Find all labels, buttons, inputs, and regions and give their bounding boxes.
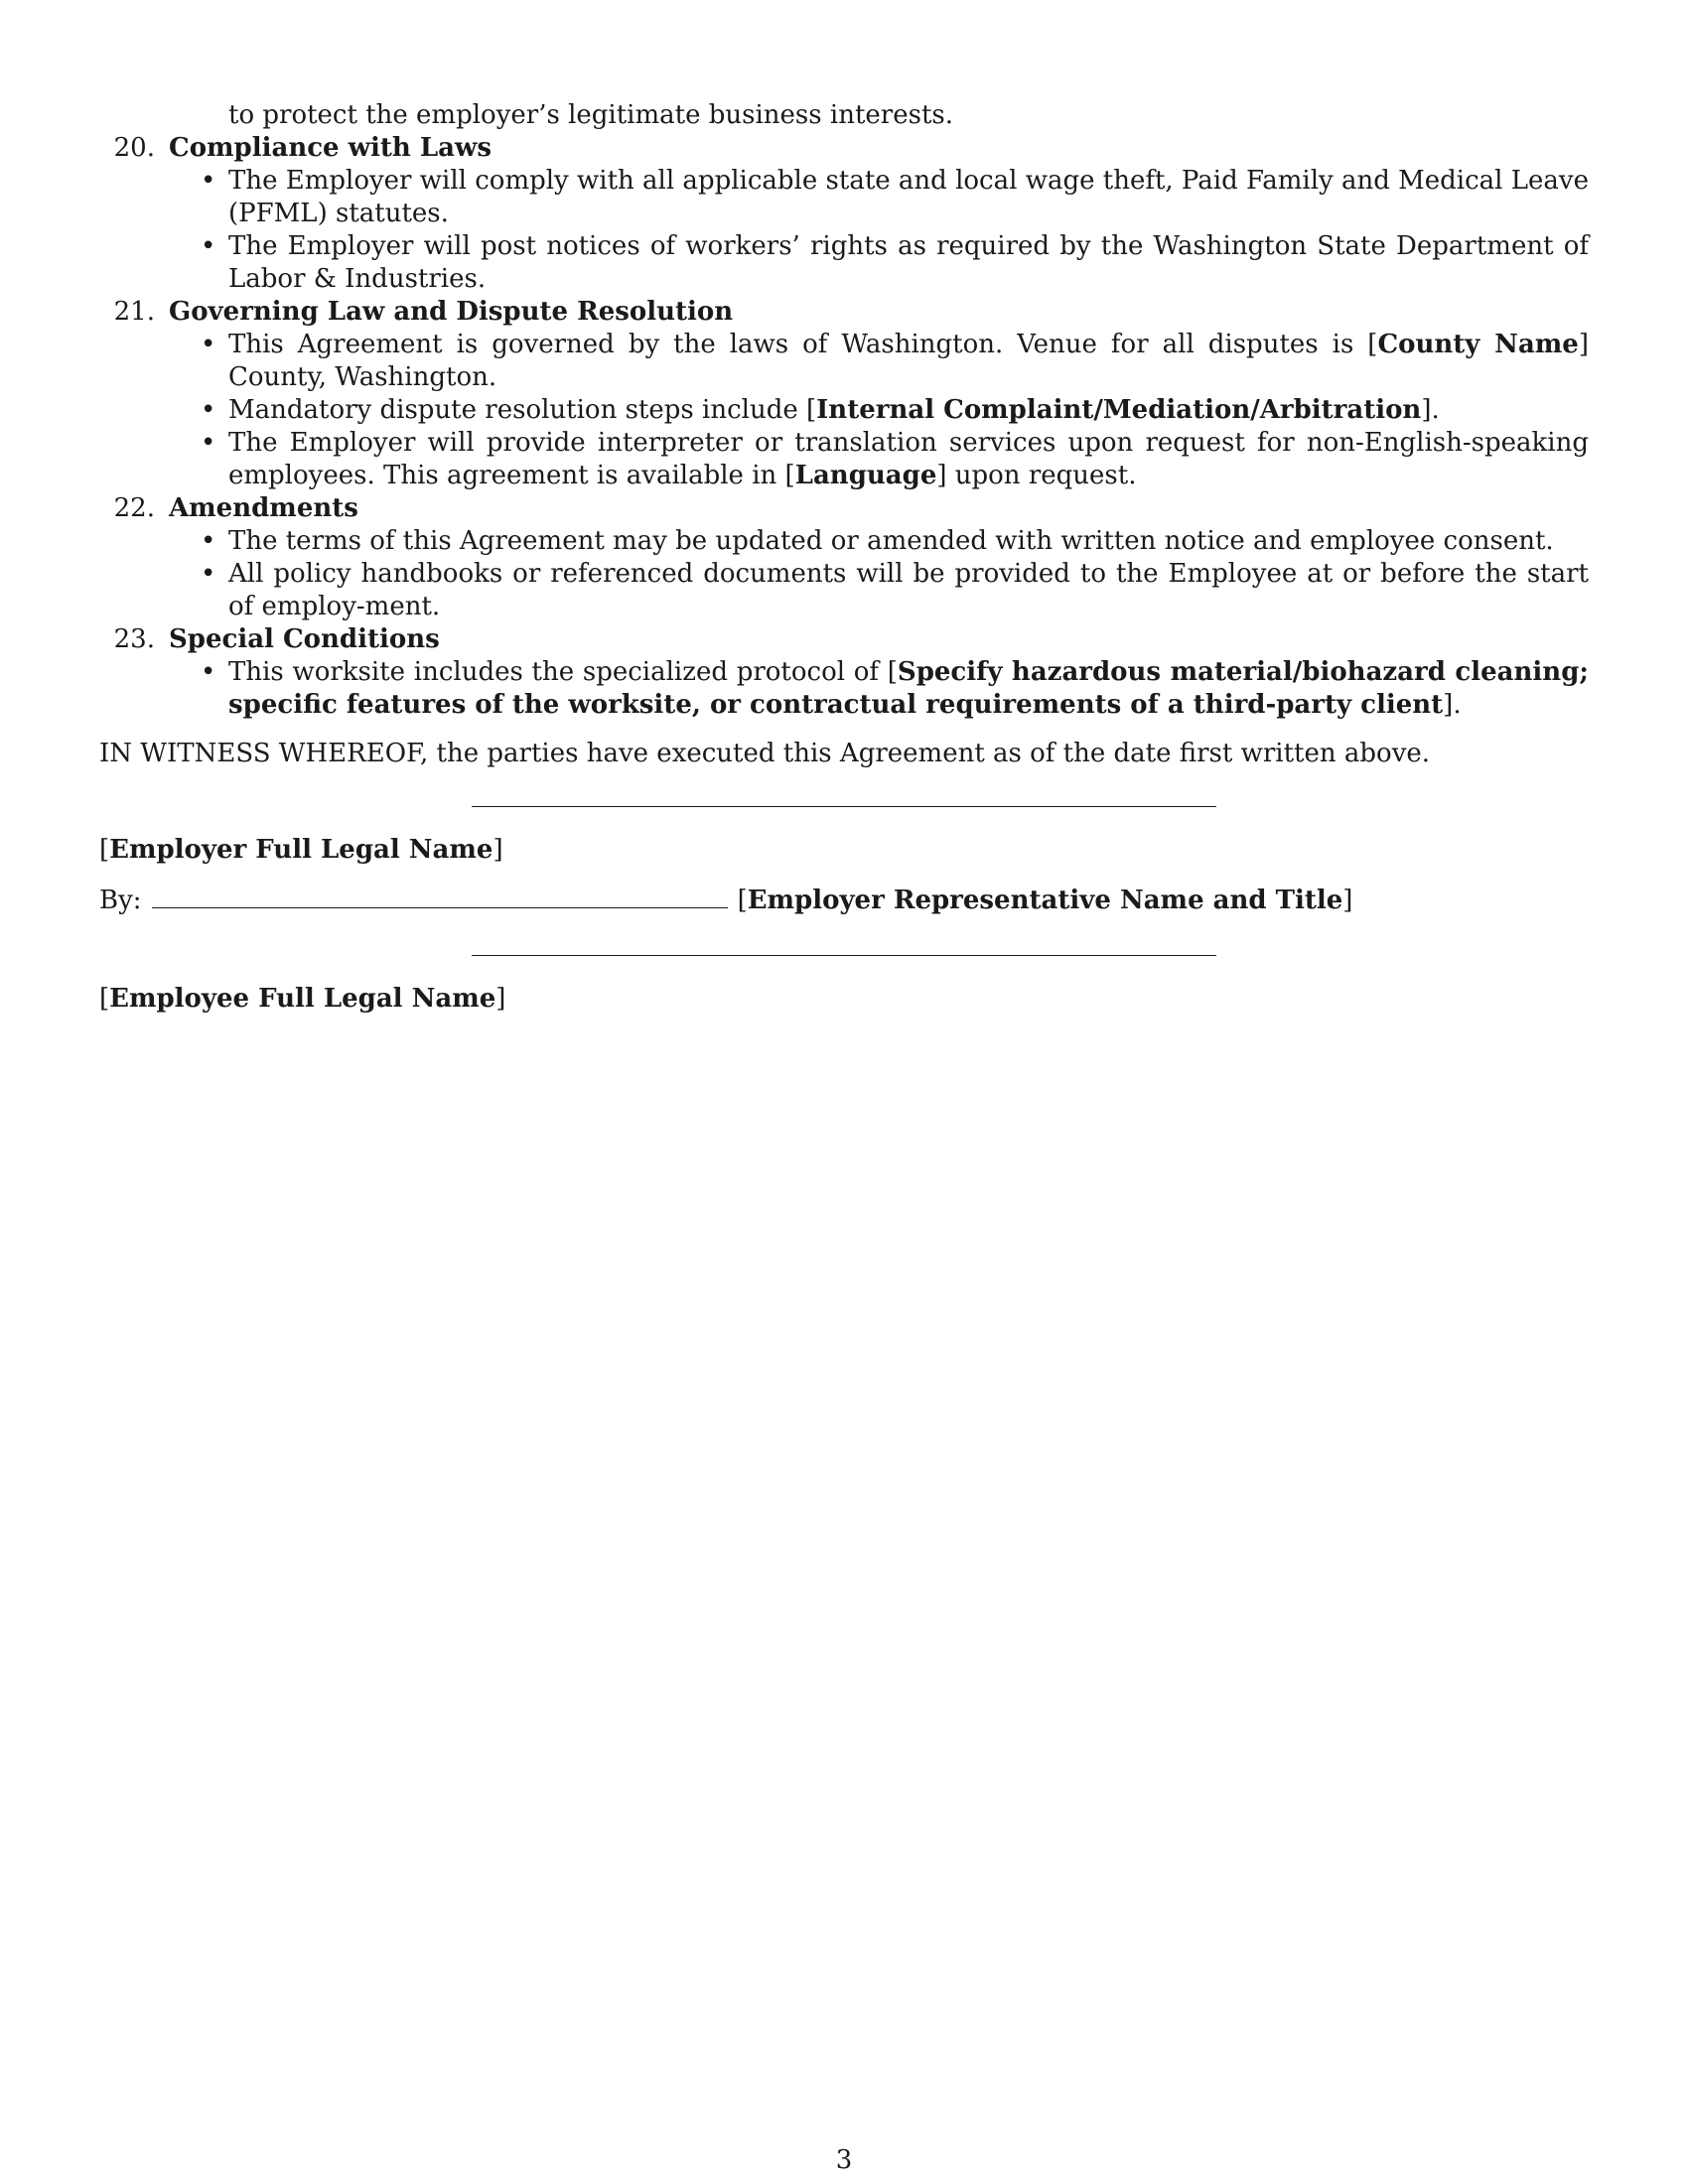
clause-text: This Agreement is governed by the laws of Washington. Venue for all disputes is [ [228, 330, 1378, 359]
section-heading [99, 492, 1589, 525]
list-item [99, 394, 1589, 427]
section-23 [99, 623, 1589, 722]
placeholder-field: County Name [1377, 330, 1579, 359]
section-heading [99, 623, 1589, 656]
page-number: 3 [835, 2145, 853, 2175]
clause-text: ] County, Washington. [228, 330, 1590, 392]
continuation-text: to protect the employer’s legitimate business interests. [228, 100, 953, 130]
clause-text: The Employer will comply with all applicable state and local wage theft, Paid Family and Medical Leave (PFML) statutes. [228, 166, 1589, 228]
section-title: Special Conditions [169, 624, 440, 654]
rep-name-label: [Employer Representative Name and Title] [737, 886, 1353, 915]
witness-clause: IN WITNESS WHEREOF, the parties have executed this Agreement as of the date first written above. [99, 739, 1431, 768]
clause-text: Mandatory dispute resolution steps include [ [228, 395, 817, 425]
section-number: 20. [113, 133, 155, 163]
list-item [99, 165, 1589, 230]
list-item [99, 427, 1589, 492]
section-20 [99, 132, 1589, 296]
section-title: Compliance with Laws [169, 133, 492, 163]
employer-by-row [99, 884, 1352, 917]
section-heading [99, 296, 1589, 329]
list-item [99, 230, 1589, 296]
by-label: By: [99, 886, 142, 915]
list-item [99, 329, 1589, 394]
clause-text: The terms of this Agreement may be updated or amended with written notice and employee consent. [228, 526, 1554, 556]
by-signature-line[interactable] [152, 884, 728, 908]
section-title: Amendments [169, 493, 358, 523]
clause-text: This worksite includes the specialized protocol of [ [228, 657, 898, 687]
clause-text: ]. [1443, 690, 1462, 720]
clause-text: The Employer will post notices of workers’ rights as required by the Washington State Department of Labor & Industries. [228, 231, 1589, 294]
section-heading [99, 132, 1589, 165]
clause-text: ] upon request. [936, 461, 1137, 490]
section-22 [99, 492, 1589, 623]
section-title: Governing Law and Dispute Resolution [169, 297, 734, 327]
list-item [99, 525, 1589, 558]
document-body [99, 99, 1589, 770]
sections-list [99, 132, 1589, 722]
bullet-list [99, 525, 1589, 623]
clause-text: ]. [1421, 395, 1440, 425]
employer-signature-line[interactable] [472, 806, 1216, 807]
list-item [99, 656, 1589, 722]
employer-name-label: [Employer Full Legal Name] [99, 835, 503, 865]
bullet-list [99, 329, 1589, 492]
section-21 [99, 296, 1589, 492]
placeholder-field: Specify hazardous material/biohazard cleaning; specific features of the worksite, or contractual requirements of a third-party client [228, 657, 1589, 720]
clause-text: All policy handbooks or referenced documents will be provided to the Employee at or before the start of employ-ment. [228, 559, 1589, 621]
employee-signature-line[interactable] [472, 955, 1216, 956]
bullet-list [99, 656, 1589, 722]
section-number: 21. [113, 297, 155, 327]
section-number: 23. [113, 624, 155, 654]
clause-text: The Employer will provide interpreter or translation services upon request for non-English-speaking employees. This agreement is available in [ [228, 428, 1589, 490]
section-number: 22. [113, 493, 155, 523]
bullet-list [99, 165, 1589, 296]
employee-name-label: [Employee Full Legal Name] [99, 984, 506, 1014]
list-item [99, 558, 1589, 623]
placeholder-field: Internal Complaint/Mediation/Arbitration [816, 395, 1422, 425]
placeholder-field: Language [794, 461, 937, 490]
